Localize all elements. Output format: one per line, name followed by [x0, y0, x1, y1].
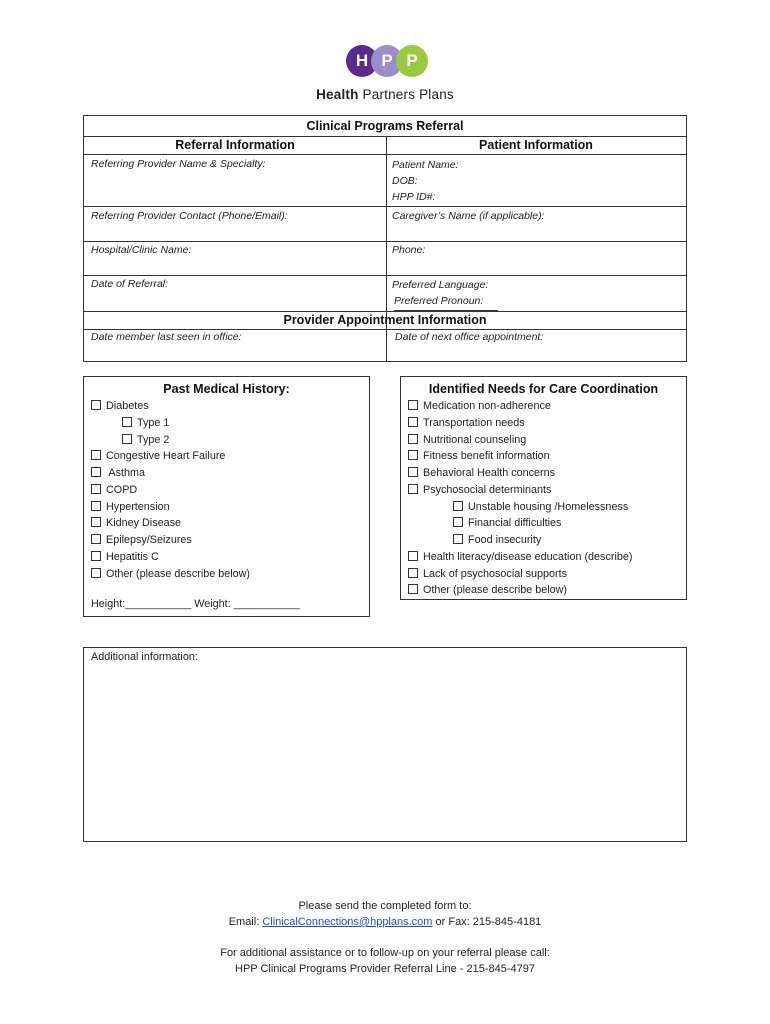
care-needs-title: Identified Needs for Care Coordination	[428, 382, 659, 396]
checkbox[interactable]	[408, 568, 418, 578]
checklist-item[interactable]	[91, 415, 250, 432]
checkbox[interactable]	[122, 417, 132, 427]
checklist-item-label: Medication non-adherence	[423, 400, 551, 412]
checklist-item[interactable]	[408, 465, 632, 482]
additional-info-box[interactable]	[83, 647, 687, 842]
checkbox[interactable]	[91, 400, 101, 410]
footer-fax: or Fax: 215-845-4181	[432, 916, 542, 928]
referring-provider-name-field[interactable]: Referring Provider Name & Specialty:	[91, 158, 266, 170]
height-weight-field[interactable]: Height:___________ Weight: ___________	[91, 598, 300, 610]
checklist-item[interactable]	[408, 499, 632, 516]
checklist-item-label: Kidney Disease	[106, 517, 182, 530]
checklist-item[interactable]	[91, 448, 250, 465]
footer-assist-line: For additional assistance or to follow-up on your referral please call:	[220, 947, 550, 959]
preferred-language-field[interactable]: Preferred Language:	[392, 279, 489, 291]
checklist-item-label: Type 1	[137, 416, 170, 429]
phone-field[interactable]: Phone:	[392, 244, 426, 256]
checkbox[interactable]	[453, 517, 463, 527]
footer-phone-line: HPP Clinical Programs Provider Referral Line - 215-845-4797	[235, 963, 535, 975]
checklist-item-label: Financial difficulties	[468, 517, 562, 530]
dob-field[interactable]: DOB:	[392, 175, 418, 187]
checklist-item-label: Asthma	[106, 467, 146, 479]
checklist-item-label: Diabetes	[106, 400, 149, 412]
past-medical-history-list	[91, 398, 250, 582]
checklist-item[interactable]	[91, 465, 250, 482]
checklist-item-label: Congestive Heart Failure	[106, 450, 226, 463]
checklist-item[interactable]	[91, 515, 250, 532]
checklist-item-label: Type 2	[137, 433, 170, 446]
form-title: Clinical Programs Referral	[306, 119, 464, 133]
checklist-item[interactable]	[408, 566, 632, 583]
hpp-logo	[346, 45, 426, 79]
care-needs-list	[408, 398, 632, 599]
checkbox[interactable]	[91, 467, 101, 477]
checkbox[interactable]	[91, 568, 101, 578]
brand-name-bold: Health	[316, 87, 359, 102]
checklist-item-label: Unstable housing /Homelessness	[468, 500, 629, 513]
appointment-info-header: Provider Appointment Information	[283, 313, 487, 327]
checklist-item-label: Behavioral Health concerns	[423, 467, 556, 479]
checkbox[interactable]	[91, 484, 101, 494]
brand-name-rest: Partners Plans	[358, 87, 454, 102]
care-needs-box	[400, 376, 687, 600]
hospital-clinic-field[interactable]: Hospital/Clinic Name:	[91, 244, 192, 256]
additional-info-label: Additional information:	[91, 651, 198, 663]
checklist-item[interactable]	[91, 566, 250, 583]
checkbox[interactable]	[408, 467, 418, 477]
checkbox[interactable]	[91, 534, 101, 544]
checkbox[interactable]	[408, 584, 418, 594]
checklist-item[interactable]	[91, 549, 250, 566]
next-appointment-field[interactable]: Date of next office appointment:	[395, 331, 544, 343]
referring-provider-contact-field[interactable]: Referring Provider Contact (Phone/Email):	[91, 210, 288, 222]
checklist-item-label: COPD	[106, 483, 138, 496]
referral-info-header: Referral Information	[175, 138, 295, 152]
last-seen-field[interactable]: Date member last seen in office:	[91, 331, 242, 343]
logo-letter-p1: P	[371, 45, 403, 77]
checklist-item-label: Hepatitis C	[106, 550, 159, 563]
logo-letter-h: H	[346, 45, 378, 77]
footer-send-line: Please send the completed form to:	[298, 900, 472, 912]
footer-email-prefix: Email:	[228, 916, 263, 928]
brand-name	[300, 87, 470, 102]
checkbox[interactable]	[408, 551, 418, 561]
checkbox[interactable]	[91, 501, 101, 511]
checklist-item-label: Psychosocial determinants	[423, 483, 552, 496]
checklist-item[interactable]	[408, 532, 632, 549]
checklist-item-label: Food insecurity	[468, 534, 542, 546]
checklist-item-label: Hypertension	[106, 500, 170, 513]
checklist-item[interactable]	[91, 398, 250, 415]
checkbox[interactable]	[453, 501, 463, 511]
checkbox[interactable]	[122, 434, 132, 444]
email-link[interactable]: ClinicalConnections@hpplans.com	[262, 916, 433, 928]
checklist-item-label: Other (please describe below)	[423, 584, 568, 597]
checklist-item[interactable]	[408, 549, 632, 566]
checklist-item-label: Health literacy/disease education (describe)	[423, 550, 633, 563]
checklist-item[interactable]	[408, 415, 632, 432]
logo-letter-p2: P	[396, 45, 428, 77]
checklist-item[interactable]	[91, 482, 250, 499]
checkbox[interactable]	[91, 450, 101, 460]
checkbox[interactable]	[408, 434, 418, 444]
footer-email-line	[0, 914, 770, 930]
checklist-item[interactable]	[408, 482, 632, 499]
checklist-item[interactable]	[408, 432, 632, 449]
referral-table	[83, 115, 687, 362]
checklist-item-label: Other (please describe below)	[106, 567, 251, 580]
checkbox[interactable]	[408, 417, 418, 427]
checklist-item-label: Fitness benefit information	[423, 450, 550, 463]
checklist-item-label: Nutritional counseling	[423, 433, 527, 446]
hpp-id-field[interactable]: HPP ID#:	[392, 191, 436, 203]
checkbox[interactable]	[408, 400, 418, 410]
checklist-item[interactable]	[91, 532, 250, 549]
checklist-item-label: Transportation needs	[423, 416, 525, 429]
checkbox[interactable]	[408, 450, 418, 460]
checklist-item[interactable]	[408, 515, 632, 532]
checklist-item-label: Epilepsy/Seizures	[106, 534, 192, 546]
patient-info-header: Patient Information	[479, 138, 593, 152]
checklist-item[interactable]	[408, 398, 632, 415]
checklist-item[interactable]	[91, 499, 250, 516]
past-medical-history-title: Past Medical History:	[163, 382, 290, 396]
checkbox[interactable]	[408, 484, 418, 494]
caregiver-name-field[interactable]: Caregiver’s Name (if applicable):	[392, 210, 545, 222]
date-of-referral-field[interactable]: Date of Referral:	[91, 278, 169, 290]
checklist-item[interactable]	[408, 582, 632, 599]
patient-name-field[interactable]: Patient Name:	[392, 159, 459, 171]
checkbox[interactable]	[91, 551, 101, 561]
checklist-item[interactable]	[91, 432, 250, 449]
checkbox[interactable]	[91, 517, 101, 527]
checklist-item[interactable]	[408, 448, 632, 465]
checkbox[interactable]	[453, 534, 463, 544]
checklist-item-label: Lack of psychosocial supports	[423, 567, 568, 580]
past-medical-history-box	[83, 376, 370, 617]
preferred-pronoun-field[interactable]: Preferred Pronoun:	[394, 293, 498, 311]
